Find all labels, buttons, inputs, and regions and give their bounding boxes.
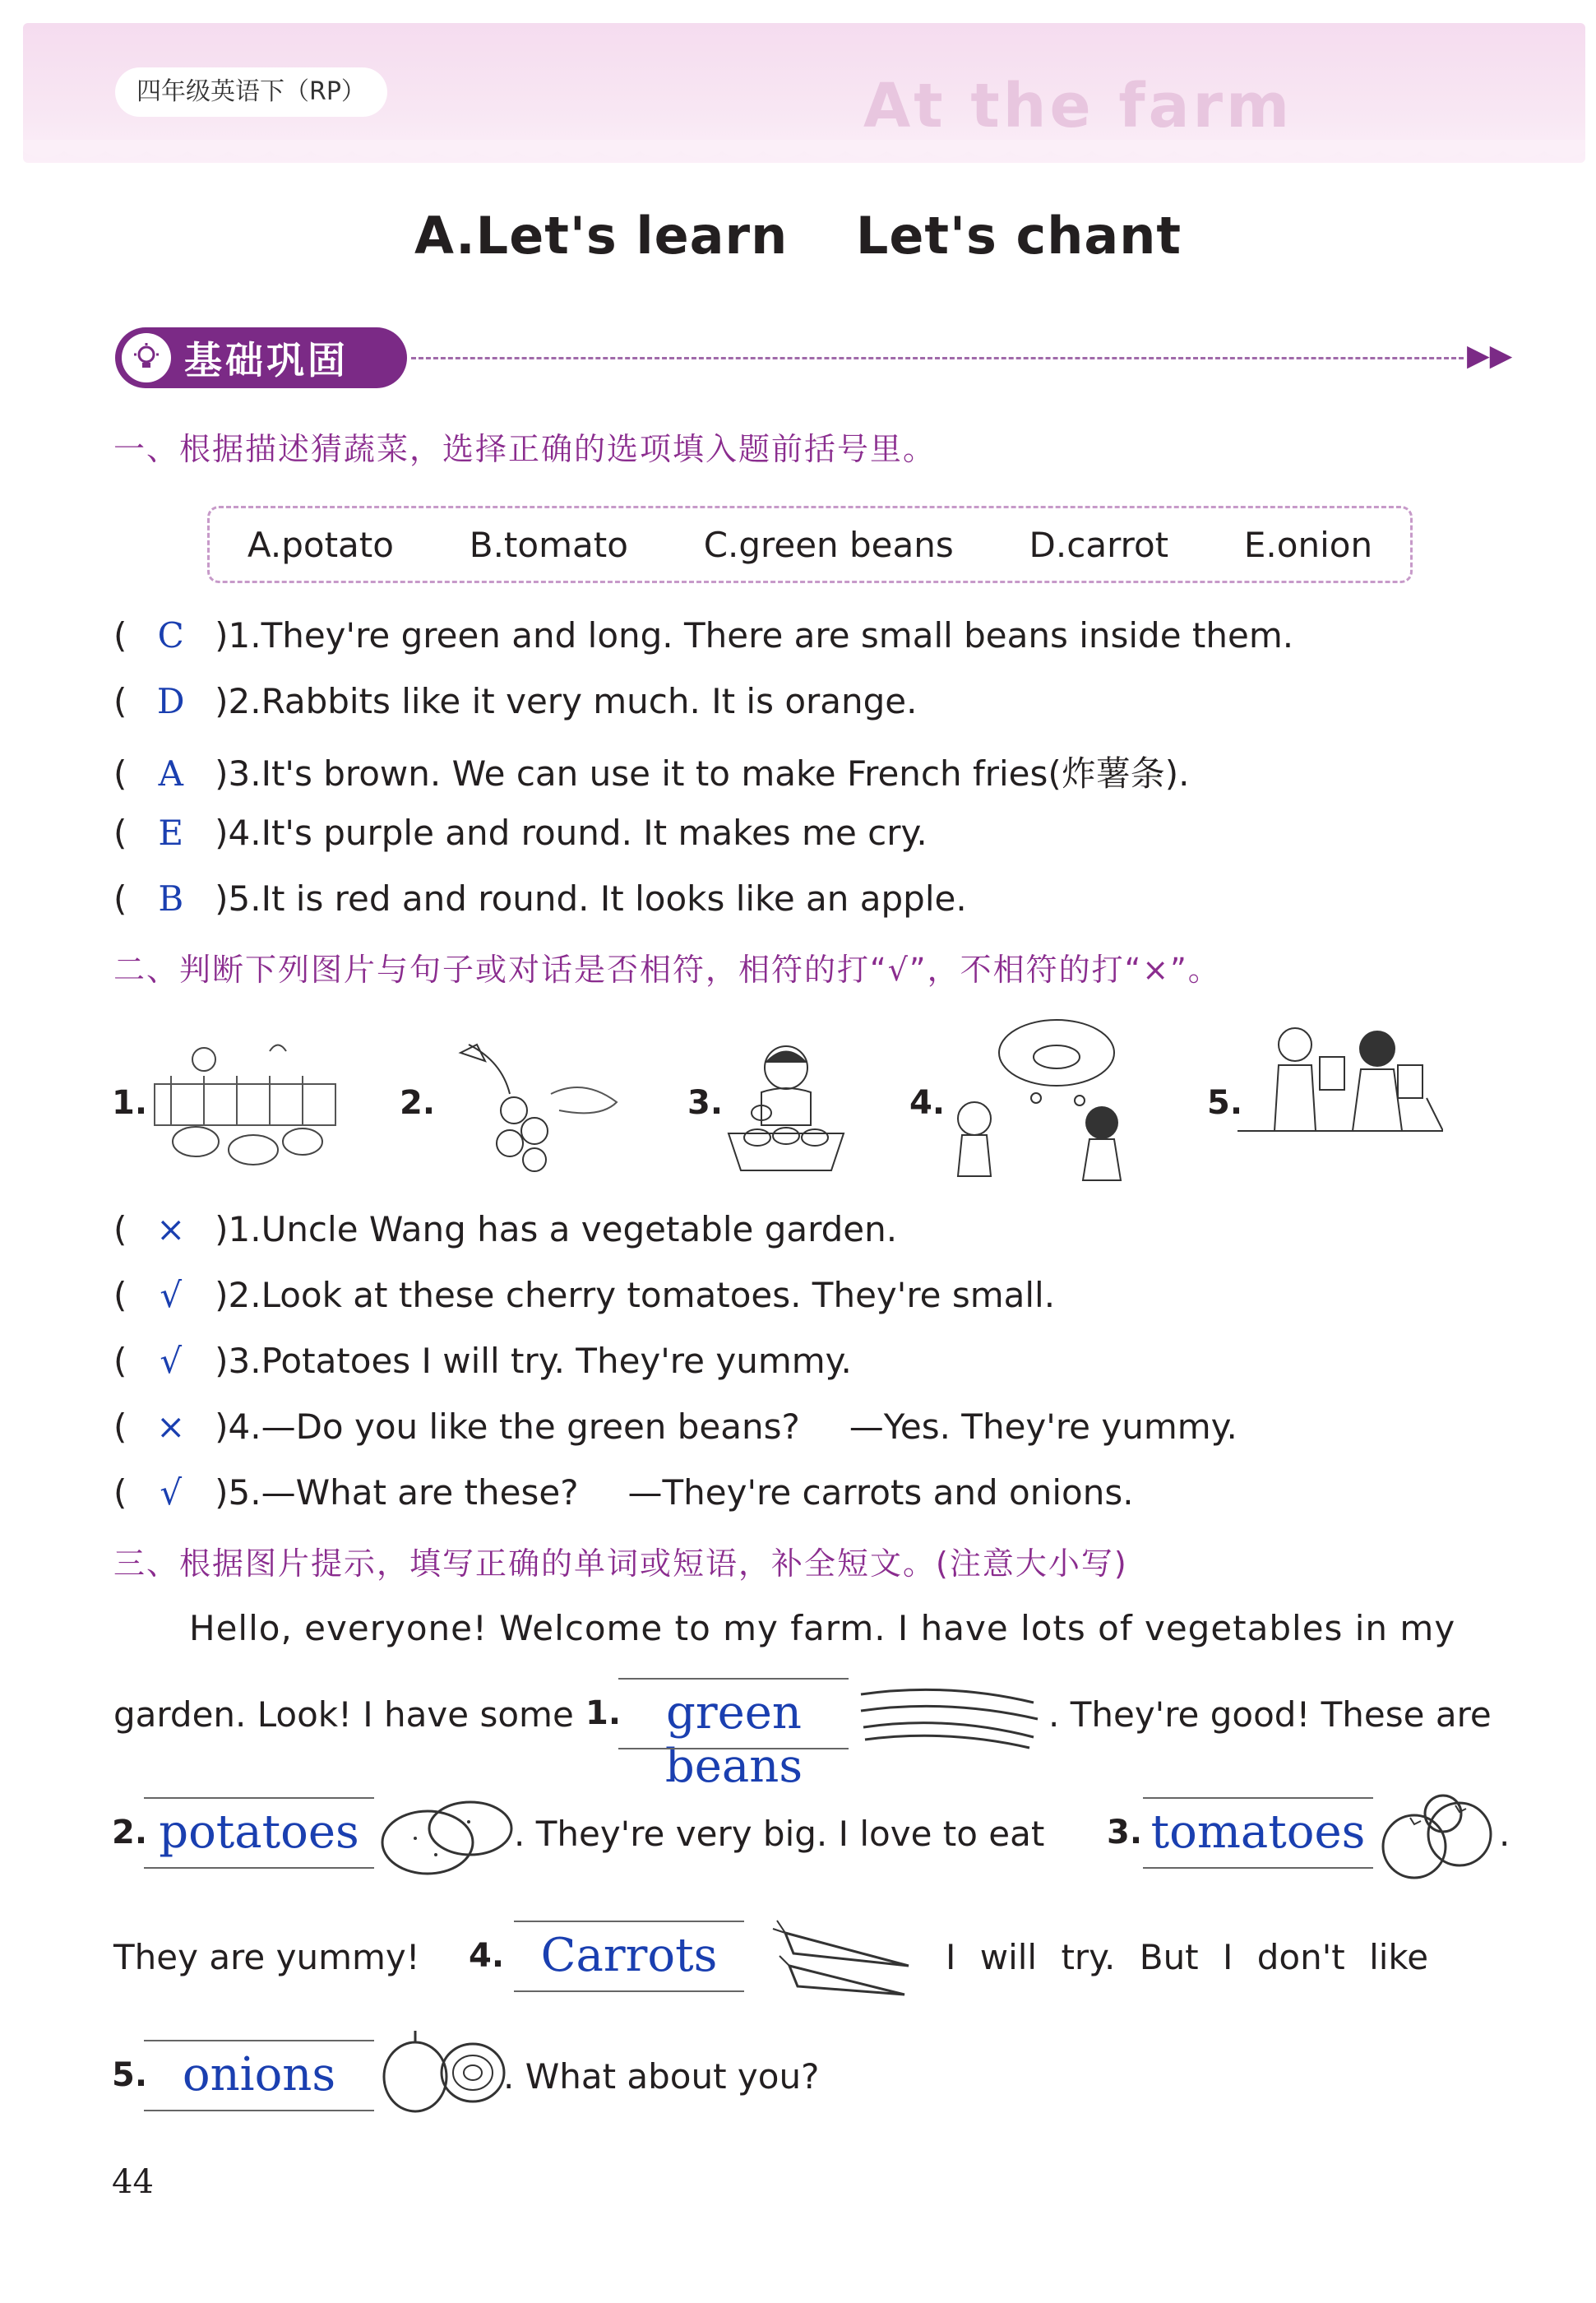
section-label: 基础巩固 xyxy=(184,338,349,382)
blank-number: 1. xyxy=(585,1694,622,1732)
part1-title: 一、根据描述猜蔬菜，选择正确的选项填入题前括号里。 xyxy=(113,431,937,467)
blank-number: 5. xyxy=(112,2056,148,2094)
option-a: A.potato xyxy=(247,524,394,565)
picture-number: 1. xyxy=(112,1084,148,1122)
part1-item: ( D )2.Rabbits like it very much. It is orange. xyxy=(113,681,918,721)
answer-line xyxy=(514,1921,744,1922)
dialogue-question: 4.—Do you like the green beans? xyxy=(228,1406,800,1447)
part1-item: ( C )1.They're green and long. There are small beans inside them. xyxy=(113,615,1294,656)
potatoes-icon xyxy=(378,1789,518,1879)
cherry-tomatoes-icon xyxy=(436,1028,633,1176)
option-c: C.green beans xyxy=(703,524,954,565)
blank-number: 3. xyxy=(1107,1814,1143,1851)
ghost-unit-title: At the farm xyxy=(863,71,1293,141)
picture-number: 4. xyxy=(909,1084,946,1122)
part1-item: ( E )4.It's purple and round. It makes me cry. xyxy=(113,813,928,853)
answer: A xyxy=(158,753,183,794)
answer: √ xyxy=(160,1275,183,1315)
dialogue-question: 5.—What are these? xyxy=(228,1472,579,1513)
part2-item: ( √ )5.—What are these? —They're carrots and onions. xyxy=(113,1472,1134,1513)
answer-line xyxy=(618,1678,849,1680)
dialogue-answer: —Yes. They're yummy. xyxy=(849,1406,1237,1447)
page-number: 44 xyxy=(112,2163,154,2201)
answer-line xyxy=(144,2110,374,2111)
section-badge xyxy=(115,327,407,388)
passage-line-2-end: . They're good! These are xyxy=(1048,1694,1492,1735)
answer-line xyxy=(1143,1867,1373,1869)
part2-item: ( × )4.—Do you like the green beans? —Yes. They're yummy. xyxy=(113,1406,1237,1447)
blank-answer: Carrots xyxy=(540,1929,718,1982)
header-wave xyxy=(23,140,1585,173)
blank-number: 2. xyxy=(112,1814,148,1851)
boy-with-potatoes-icon xyxy=(720,1035,852,1175)
answer-line xyxy=(144,1797,374,1799)
question-text: 1.They're green and long. There are small beans inside them. xyxy=(228,615,1294,656)
section-divider xyxy=(411,357,1464,359)
title-chant: Let's chant xyxy=(855,206,1182,266)
passage-line-5-end: . What about you? xyxy=(503,2056,820,2097)
blank-answer: potatoes xyxy=(159,1805,359,1859)
part1-item: ( B )5.It is red and round. It looks like an apple. xyxy=(113,878,967,919)
passage-line-4-start: They are yummy! xyxy=(113,1937,420,1977)
statement-text: 3.Potatoes I will try. They're yummy. xyxy=(228,1341,852,1381)
part2-title: 二、判断下列图片与句子或对话是否相符，相符的打“√”，不相符的打“×”。 xyxy=(113,952,1221,988)
statement-text: 1.Uncle Wang has a vegetable garden. xyxy=(228,1209,898,1249)
part1-item: ( A )3.It's brown. We can use it to make French fries(炸薯条). xyxy=(113,753,1190,794)
blank-answer: tomatoes xyxy=(1150,1805,1366,1859)
option-d: D.carrot xyxy=(1029,524,1169,565)
option-b: B.tomato xyxy=(469,524,628,565)
tomatoes-icon xyxy=(1377,1785,1501,1884)
answer-line xyxy=(1143,1797,1373,1799)
question-text: 2.Rabbits like it very much. It is orange. xyxy=(228,681,918,721)
double-arrow-icon: ▶▶ xyxy=(1467,339,1513,373)
question-text: 4.It's purple and round. It makes me cry. xyxy=(228,813,928,853)
answer: C xyxy=(157,615,184,656)
farm-animals-icon xyxy=(146,1026,344,1175)
part3-title: 三、根据图片提示，填写正确的单词或短语，补全短文。(注意大小写) xyxy=(113,1545,1128,1582)
green-beans-icon xyxy=(857,1678,1046,1752)
blank-answer: green beans xyxy=(664,1686,803,1793)
grade-label: 四年级英语下（RP） xyxy=(115,67,387,117)
answer-line xyxy=(514,1990,744,1992)
carrots-icon xyxy=(769,1908,917,2007)
onions-icon xyxy=(378,2027,510,2118)
question-text: 5.It is red and round. It looks like an apple. xyxy=(228,878,967,919)
picture-number: 3. xyxy=(687,1084,724,1122)
passage-line-4-end: I will try. But I don't like xyxy=(946,1937,1429,1977)
question-text: 3.It's brown. We can use it to make French fries(炸薯条). xyxy=(228,753,1190,794)
answer: E xyxy=(158,813,184,853)
period-text: . xyxy=(1499,1814,1510,1854)
part2-item: ( √ )2.Look at these cherry tomatoes. They're small. xyxy=(113,1275,1056,1315)
title-learn: A.Let's learn xyxy=(414,206,789,266)
answer: √ xyxy=(160,1341,183,1381)
passage-line-2-start: garden. Look! I have some xyxy=(113,1694,574,1735)
picture-number: 5. xyxy=(1207,1084,1243,1122)
part2-item: ( × )1.Uncle Wang has a vegetable garden. xyxy=(113,1209,898,1249)
dialogue-answer: —They're carrots and onions. xyxy=(627,1472,1134,1513)
passage-line-3: . They're very big. I love to eat xyxy=(514,1814,1045,1854)
passage-line-1: Hello, everyone! Welcome to my farm. I have lots of vegetables in my xyxy=(189,1608,1456,1648)
picture-number: 2. xyxy=(400,1084,436,1122)
answer: × xyxy=(156,1406,186,1447)
answer: × xyxy=(156,1209,186,1249)
answer-line xyxy=(144,1867,374,1869)
blank-number: 4. xyxy=(469,1937,505,1975)
couple-with-pictures-icon xyxy=(1237,1016,1443,1172)
part2-item: ( √ )3.Potatoes I will try. They're yummy. xyxy=(113,1341,852,1381)
answer-line xyxy=(144,2040,374,2041)
answer: √ xyxy=(160,1472,183,1513)
page-title xyxy=(0,206,1596,266)
answer: B xyxy=(158,878,184,919)
answer: D xyxy=(156,681,185,721)
statement-text: 2.Look at these cherry tomatoes. They're small. xyxy=(228,1275,1056,1315)
lightbulb-icon xyxy=(122,333,171,382)
options-box xyxy=(207,506,1413,583)
blank-answer: onions xyxy=(182,2048,336,2101)
option-e: E.onion xyxy=(1243,524,1373,565)
answer-line xyxy=(618,1748,849,1749)
girls-thinking-icon xyxy=(941,1012,1172,1193)
